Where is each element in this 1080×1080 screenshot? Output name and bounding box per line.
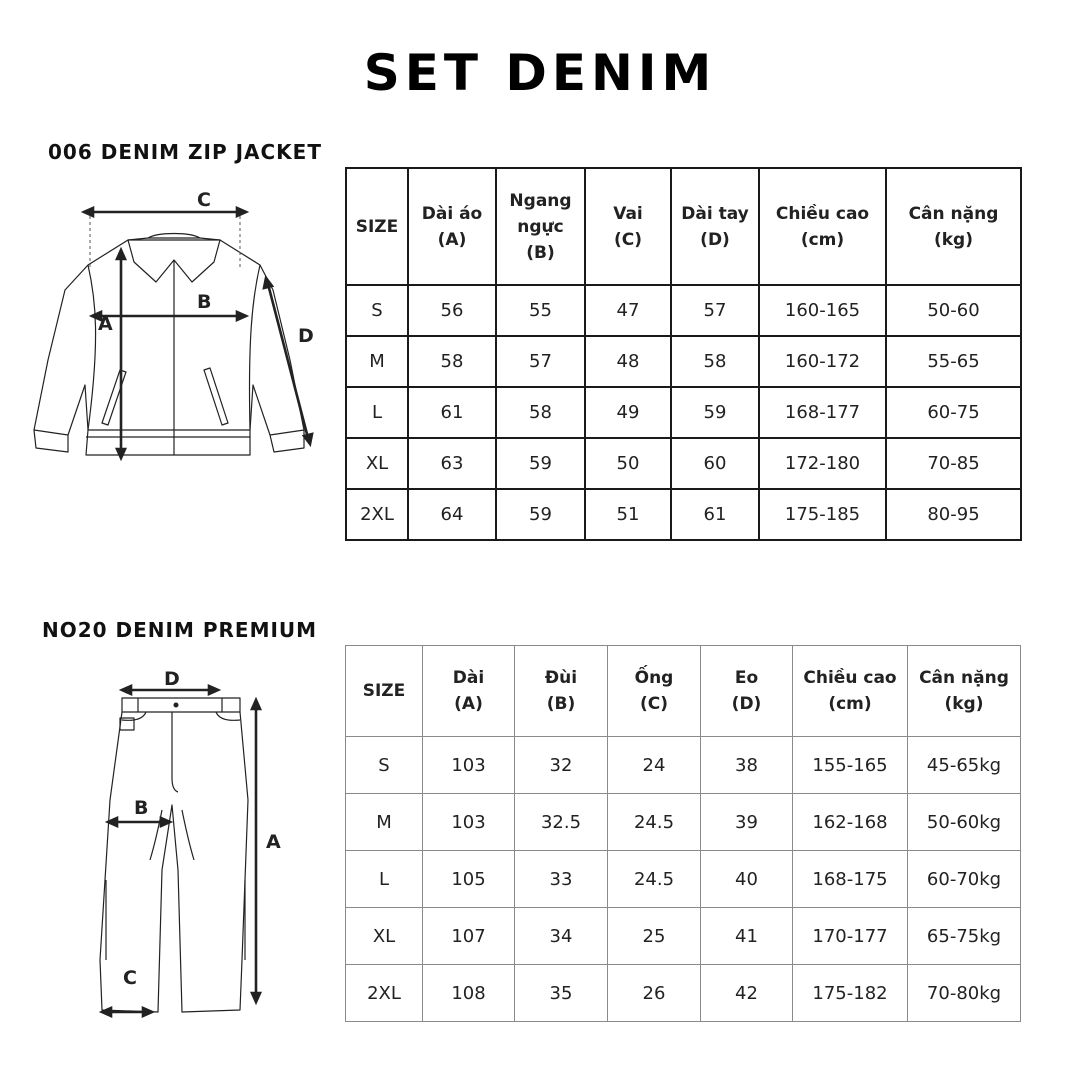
table-cell: 35 bbox=[515, 965, 608, 1022]
table-cell: 25 bbox=[608, 908, 701, 965]
table-cell: 39 bbox=[701, 794, 793, 851]
table-cell: M bbox=[346, 794, 423, 851]
table-cell: 47 bbox=[585, 285, 671, 336]
table-cell: 50-60 bbox=[886, 285, 1021, 336]
table-cell: 160-165 bbox=[759, 285, 886, 336]
table-cell: 26 bbox=[608, 965, 701, 1022]
table-row bbox=[346, 965, 1021, 1022]
table-cell: 58 bbox=[408, 336, 496, 387]
table-cell: L bbox=[346, 851, 423, 908]
table-row bbox=[346, 737, 1021, 794]
table-cell: 61 bbox=[408, 387, 496, 438]
header-shoulder: Vai (C) bbox=[585, 168, 671, 285]
table-cell: 160-172 bbox=[759, 336, 886, 387]
jacket-section-title: 006 DENIM ZIP JACKET bbox=[48, 140, 322, 164]
table-cell: 61 bbox=[671, 489, 759, 540]
table-cell: 175-182 bbox=[793, 965, 908, 1022]
table-cell: 50-60kg bbox=[908, 794, 1021, 851]
table-row bbox=[346, 285, 1021, 336]
table-cell: 32.5 bbox=[515, 794, 608, 851]
table-row bbox=[346, 489, 1021, 540]
table-cell: 55 bbox=[496, 285, 585, 336]
table-cell: 48 bbox=[585, 336, 671, 387]
header-length: Dài áo (A) bbox=[408, 168, 496, 285]
table-cell: 103 bbox=[423, 737, 515, 794]
table-cell: 162-168 bbox=[793, 794, 908, 851]
table-cell: L bbox=[346, 387, 408, 438]
table-row bbox=[346, 336, 1021, 387]
header-size: SIZE bbox=[346, 646, 423, 737]
table-cell: 32 bbox=[515, 737, 608, 794]
table-cell: XL bbox=[346, 438, 408, 489]
jacket-label-a: A bbox=[98, 313, 113, 335]
header-length: Dài (A) bbox=[423, 646, 515, 737]
table-header-row bbox=[346, 646, 1021, 737]
table-row bbox=[346, 387, 1021, 438]
table-cell: 45-65kg bbox=[908, 737, 1021, 794]
table-cell: 58 bbox=[496, 387, 585, 438]
table-cell: 60-70kg bbox=[908, 851, 1021, 908]
table-cell: 70-85 bbox=[886, 438, 1021, 489]
jacket-label-c: C bbox=[197, 189, 211, 211]
table-cell: 58 bbox=[671, 336, 759, 387]
table-cell: 51 bbox=[585, 489, 671, 540]
table-cell: 33 bbox=[515, 851, 608, 908]
pants-label-d: D bbox=[164, 668, 180, 690]
table-cell: S bbox=[346, 737, 423, 794]
table-cell: 24 bbox=[608, 737, 701, 794]
jacket-size-table bbox=[345, 167, 1022, 541]
table-cell: 60 bbox=[671, 438, 759, 489]
pants-size-table bbox=[345, 645, 1021, 1022]
table-cell: 105 bbox=[423, 851, 515, 908]
table-cell: S bbox=[346, 285, 408, 336]
table-cell: M bbox=[346, 336, 408, 387]
header-height: Chiều cao (cm) bbox=[759, 168, 886, 285]
table-cell: 41 bbox=[701, 908, 793, 965]
jacket-illustration bbox=[28, 180, 328, 474]
table-cell: 59 bbox=[496, 438, 585, 489]
table-cell: 49 bbox=[585, 387, 671, 438]
table-cell: 57 bbox=[671, 285, 759, 336]
table-cell: 108 bbox=[423, 965, 515, 1022]
table-cell: 172-180 bbox=[759, 438, 886, 489]
header-chest: Ngang ngực (B) bbox=[496, 168, 585, 285]
table-cell: 2XL bbox=[346, 965, 423, 1022]
table-cell: 175-185 bbox=[759, 489, 886, 540]
table-cell: XL bbox=[346, 908, 423, 965]
jacket-label-b: B bbox=[197, 291, 212, 313]
table-cell: 40 bbox=[701, 851, 793, 908]
table-cell: 64 bbox=[408, 489, 496, 540]
pants-label-a: A bbox=[266, 831, 281, 853]
table-header-row bbox=[346, 168, 1021, 285]
page-title: SET DENIM bbox=[363, 44, 717, 102]
table-row bbox=[346, 851, 1021, 908]
table-cell: 155-165 bbox=[793, 737, 908, 794]
table-cell: 60-75 bbox=[886, 387, 1021, 438]
table-cell: 2XL bbox=[346, 489, 408, 540]
table-row bbox=[346, 794, 1021, 851]
header-leg-opening: Ống (C) bbox=[608, 646, 701, 737]
table-cell: 65-75kg bbox=[908, 908, 1021, 965]
table-cell: 59 bbox=[496, 489, 585, 540]
header-weight: Cân nặng (kg) bbox=[908, 646, 1021, 737]
table-cell: 107 bbox=[423, 908, 515, 965]
header-size: SIZE bbox=[346, 168, 408, 285]
pants-illustration bbox=[90, 660, 310, 1024]
pants-label-c: C bbox=[123, 967, 137, 989]
table-row bbox=[346, 438, 1021, 489]
pants-label-b: B bbox=[134, 797, 149, 819]
table-cell: 42 bbox=[701, 965, 793, 1022]
header-weight: Cân nặng (kg) bbox=[886, 168, 1021, 285]
table-cell: 168-175 bbox=[793, 851, 908, 908]
jacket-label-d: D bbox=[298, 325, 314, 347]
table-cell: 57 bbox=[496, 336, 585, 387]
table-cell: 24.5 bbox=[608, 851, 701, 908]
table-cell: 34 bbox=[515, 908, 608, 965]
header-sleeve: Dài tay (D) bbox=[671, 168, 759, 285]
table-cell: 24.5 bbox=[608, 794, 701, 851]
table-cell: 168-177 bbox=[759, 387, 886, 438]
table-cell: 56 bbox=[408, 285, 496, 336]
table-cell: 55-65 bbox=[886, 336, 1021, 387]
table-row bbox=[346, 908, 1021, 965]
table-cell: 59 bbox=[671, 387, 759, 438]
header-waist: Eo (D) bbox=[701, 646, 793, 737]
table-cell: 80-95 bbox=[886, 489, 1021, 540]
table-cell: 170-177 bbox=[793, 908, 908, 965]
header-height: Chiều cao (cm) bbox=[793, 646, 908, 737]
table-cell: 103 bbox=[423, 794, 515, 851]
pants-section-title: NO20 DENIM PREMIUM bbox=[42, 618, 318, 642]
table-cell: 63 bbox=[408, 438, 496, 489]
header-thigh: Đùi (B) bbox=[515, 646, 608, 737]
table-cell: 70-80kg bbox=[908, 965, 1021, 1022]
table-cell: 50 bbox=[585, 438, 671, 489]
table-cell: 38 bbox=[701, 737, 793, 794]
